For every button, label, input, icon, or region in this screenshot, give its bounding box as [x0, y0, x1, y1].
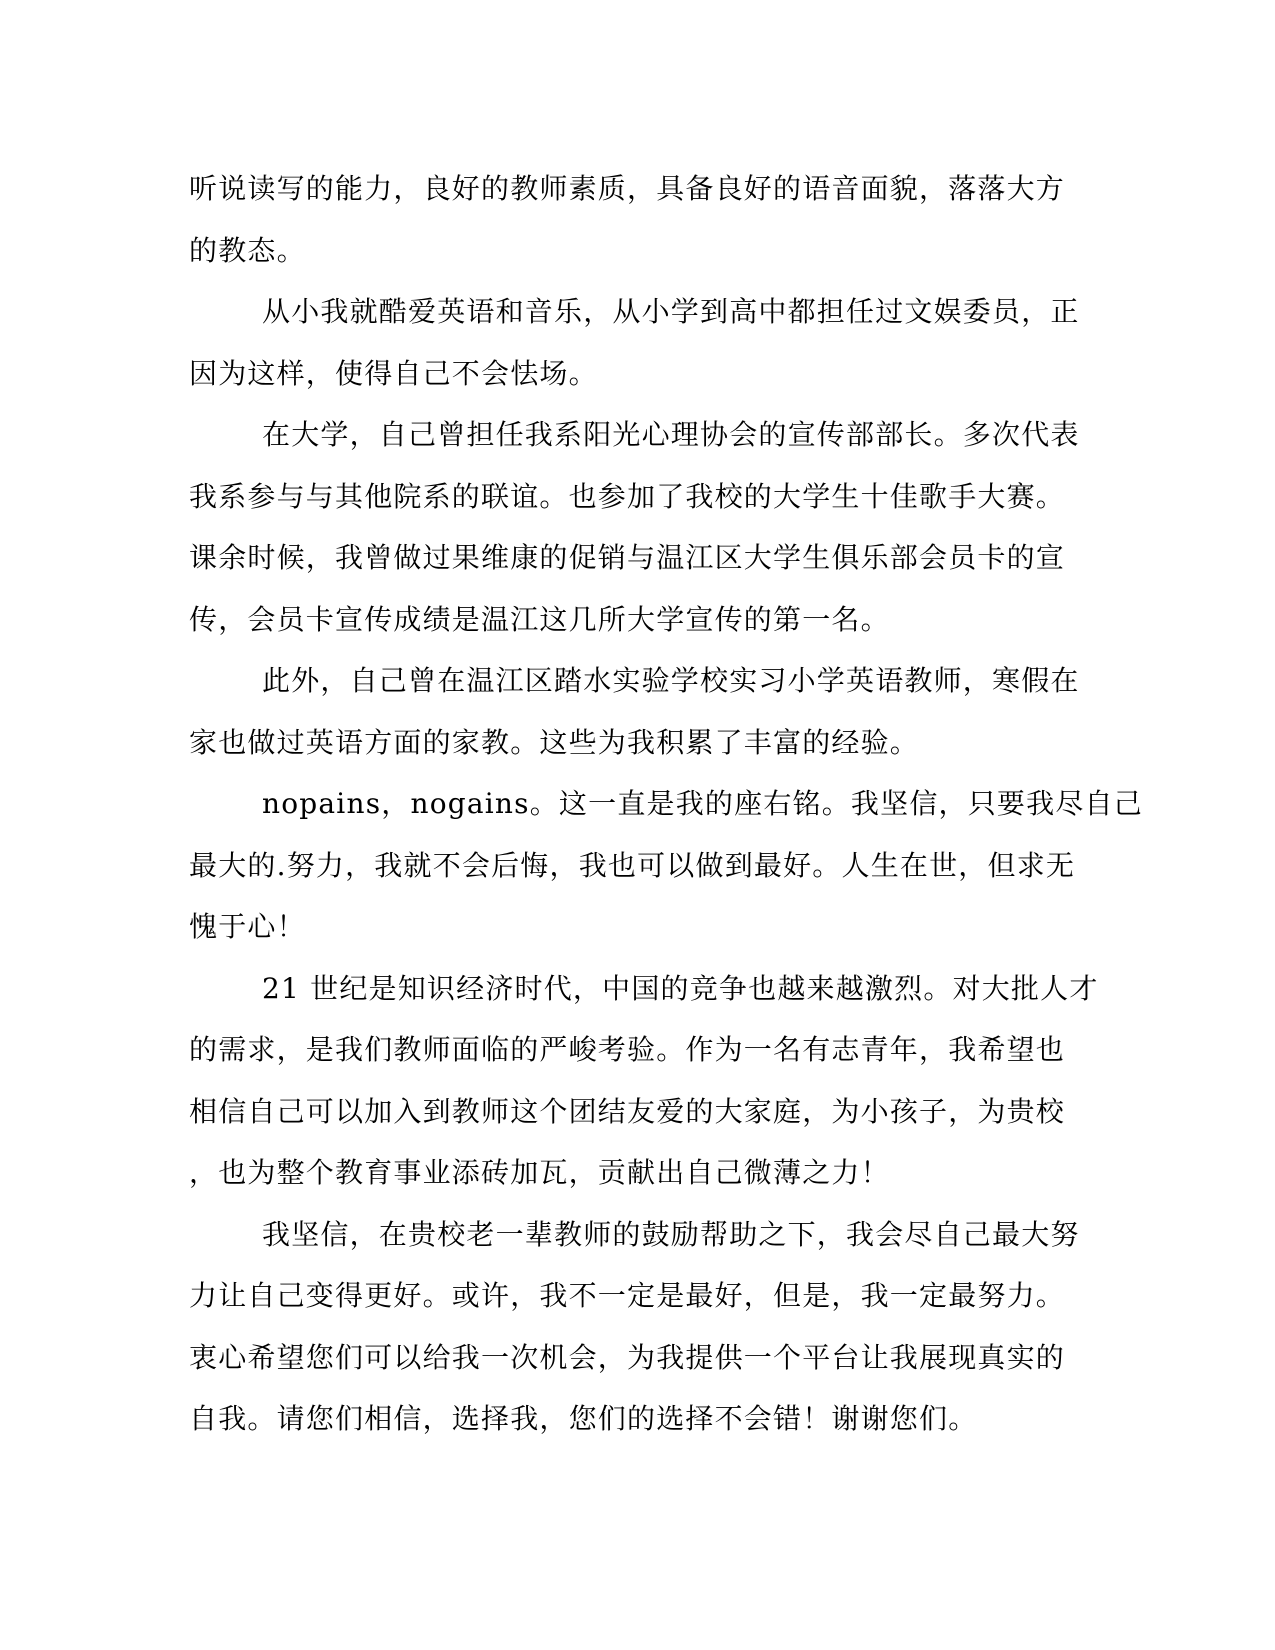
- document-body: [189, 158, 1143, 1450]
- text-line: 家也做过英语方面的家教。这些为我积累了丰富的经验。: [189, 725, 920, 759]
- paragraph-1: [189, 158, 1089, 281]
- paragraph-5: [189, 773, 1143, 958]
- text-line: 衷心希望您们可以给我一次机会，为我提供一个平台让我展现真实的: [189, 1340, 1066, 1374]
- text-line: 的需求，是我们教师面临的严峻考验。作为一名有志青年，我希望也: [189, 1033, 1066, 1066]
- text-line: 我坚信，在贵校老一辈教师的鼓励帮助之下，我会尽自己最大努: [262, 1217, 1080, 1251]
- text-line: 的教态。: [189, 233, 306, 267]
- text-line: 我系参与与其他院系的联谊。也参加了我校的大学生十佳歌手大赛。: [189, 479, 1066, 513]
- text-line: 最大的.努力，我就不会后悔，我也可以做到最好。人生在世，但求无: [189, 848, 1076, 882]
- text-line: 力让自己变得更好。或许，我不一定是最好，但是，我一定最努力。: [189, 1279, 1066, 1312]
- text-line: 课余时候，我曾做过果维康的促销与温江区大学生俱乐部会员卡的宣: [189, 541, 1066, 574]
- text-line: 因为这样，使得自己不会怯场。: [189, 356, 598, 390]
- text-line: 自我。请您们相信，选择我，您们的选择不会错！谢谢您们。: [189, 1402, 978, 1435]
- text-line: 传，会员卡宣传成绩是温江这几所大学宣传的第一名。: [189, 602, 890, 636]
- text-line: 相信自己可以加入到教师这个团结友爱的大家庭，为小孩子，为贵校: [189, 1094, 1066, 1128]
- text-line: 听说读写的能力，良好的教师素质，具备良好的语音面貌，落落大方: [189, 172, 1066, 205]
- paragraph-2: [189, 281, 1089, 404]
- text-line: 愧于心！: [189, 910, 306, 943]
- text-line: 此外，自己曾在温江区踏水实验学校实习小学英语教师，寒假在: [262, 664, 1080, 697]
- paragraph-3: [189, 404, 1089, 650]
- text-line: 在大学，自己曾担任我系阳光心理协会的宣传部部长。多次代表: [262, 418, 1080, 451]
- paragraph-4: [189, 650, 1089, 773]
- paragraph-6: [189, 958, 1099, 1204]
- text-line: 21 世纪是知识经济时代，中国的竞争也越来越激烈。对大批人才: [262, 971, 1099, 1005]
- text-line: 从小我就酷爱英语和音乐，从小学到高中都担任过文娱委员，正: [262, 295, 1080, 328]
- paragraph-7: [189, 1204, 1089, 1450]
- text-line: ，也为整个教育事业添砖加瓦，贡献出自己微薄之力！: [189, 1156, 890, 1189]
- text-line: nopains，nogains。这一直是我的座右铭。我坚信，只要我尽自己: [262, 787, 1143, 820]
